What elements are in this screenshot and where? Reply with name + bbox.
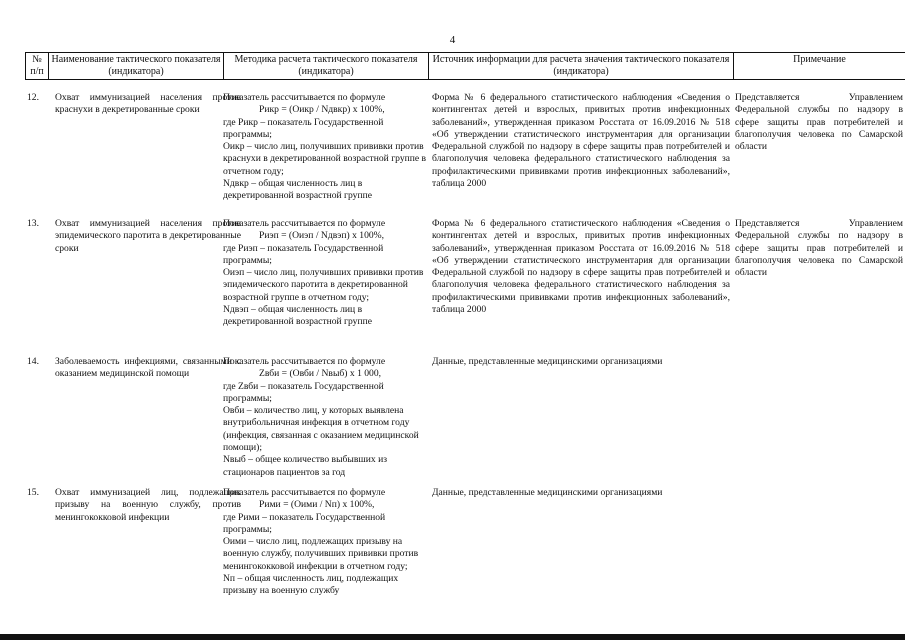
method-line: Oвби – количество лиц, у которых выявлена внутрибольничная инфекция в отчетном году (инфекция, связанная с оказанием медицинской помощи); bbox=[223, 405, 419, 454]
header-source: Источник информации для расчета значения тактического показателя (индикатора) bbox=[429, 53, 734, 80]
row-number: 12. bbox=[27, 92, 39, 103]
row-number: 14. bbox=[27, 356, 39, 367]
method-formula: Pиэп = (Oиэп / Nдвэп) x 100%, bbox=[259, 230, 385, 242]
method-line: Показатель рассчитывается по формуле bbox=[223, 487, 386, 498]
method-line: Oикр – число лиц, получивших прививки против краснухи в декретированной возрастной группе в отчетном году; bbox=[223, 141, 427, 177]
indicator-name: Охват иммунизацией населения против эпидемического паротита в декретированные сроки bbox=[55, 218, 241, 254]
header-note: Примечание bbox=[734, 53, 905, 80]
table-header bbox=[25, 52, 905, 80]
source: Данные, представленные медицинскими организациями bbox=[432, 356, 663, 367]
note: Представляется Управлением Федеральной службы по надзору в сфере защиты прав потребителей и благополучия человека по Самарской области bbox=[735, 218, 903, 279]
method-line: Oими – число лиц, подлежащих призыву на военную службу, получивших прививки против менингококковой инфекции в отчетном году; bbox=[223, 536, 419, 572]
method-line: Показатель рассчитывается по формуле bbox=[223, 92, 386, 103]
source: Форма № 6 федерального статистического наблюдения «Сведения о контингентах детей и взрослых, привитых против инфекционных заболеваний», утвержденная приказом Росстата от 16.09.2016 № 518 «Об утверждении статистического инструментария для организации Федеральной службой по надзору в сфере защиты прав потребителей и благополучия человека федерального статистического наблюдения за профилактическими прививками против инфекционных заболеваний», таблица 2000 bbox=[432, 92, 730, 190]
indicator-name: Охват иммунизацией населения против краснухи в декретированные сроки bbox=[55, 92, 241, 116]
method bbox=[223, 218, 429, 329]
header-number: № п/п bbox=[26, 53, 49, 80]
indicator-name: Охват иммунизацией лиц, подлежащих призыву на военную службу, против менингококковой инфекции bbox=[55, 487, 241, 523]
method-line: Показатель рассчитывается по формуле bbox=[223, 356, 386, 367]
source: Данные, представленные медицинскими организациями bbox=[432, 487, 663, 498]
indicator-name: Заболеваемость инфекциями, связанными с оказанием медицинской помощи bbox=[55, 356, 241, 380]
method-formula: Pикр = (Oикр / Nдвкр) x 100%, bbox=[259, 104, 385, 116]
method-line: Nдвэп – общая численность лиц в декретированной возрастной группе bbox=[223, 304, 372, 328]
header-indicator-name: Наименование тактического показателя (индикатора) bbox=[49, 53, 224, 80]
row-number: 15. bbox=[27, 487, 39, 498]
method-line: где Pикр – показатель Государственной программы; bbox=[223, 116, 384, 140]
row-number: 13. bbox=[27, 218, 39, 229]
method bbox=[223, 356, 429, 479]
method-line: Oиэп – число лиц, получивших прививки против эпидемического паротита в декретированной возрастной группе в отчетном году; bbox=[223, 267, 424, 303]
method-line: Показатель рассчитывается по формуле bbox=[223, 218, 386, 229]
method-formula: Pими = (Oими / Nп) x 100%, bbox=[259, 499, 375, 511]
method-line: где Pими – показатель Государственной программы; bbox=[223, 511, 386, 535]
method-line: где Zвби – показатель Государственной программы; bbox=[223, 380, 384, 404]
note: Представляется Управлением Федеральной службы по надзору в сфере защиты прав потребителей и благополучия человека по Самарской области bbox=[735, 92, 903, 153]
method-line: Nдвкр – общая численность лиц в декретированной возрастной группе bbox=[223, 178, 372, 202]
source: Форма № 6 федерального статистического наблюдения «Сведения о контингентах детей и взрослых, привитых против инфекционных заболеваний», утвержденная приказом Росстата от 16.09.2016 № 518 «Об утверждении статистического инструментария для организации Федеральной службой по надзору в сфере защиты прав потребителей и благополучия человека федерального статистического наблюдения за профилактическими прививками против инфекционных заболеваний», таблица 2000 bbox=[432, 218, 730, 316]
page-number: 4 bbox=[449, 34, 456, 46]
method bbox=[223, 487, 429, 598]
method bbox=[223, 92, 429, 203]
method-line: где Pиэп – показатель Государственной программы; bbox=[223, 242, 384, 266]
method-line: Nвыб – общее количество выбывших из стационаров пациентов за год bbox=[223, 454, 388, 478]
scan-bottom-border bbox=[0, 634, 905, 640]
method-formula: Zвби = (Oвби / Nвыб) x 1 000, bbox=[259, 368, 382, 380]
method-line: Nп – общая численность лиц, подлежащих призыву на военную службу bbox=[223, 573, 399, 597]
header-method: Методика расчета тактического показателя (индикатора) bbox=[224, 53, 429, 80]
